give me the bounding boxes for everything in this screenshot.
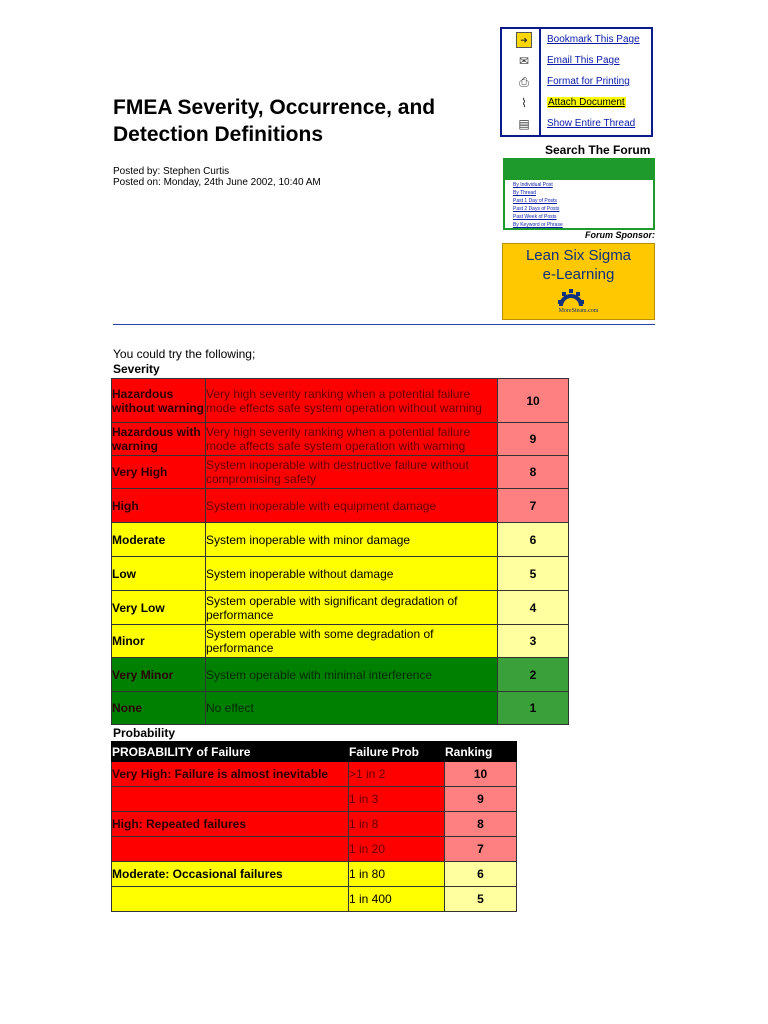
search-link-2days[interactable]: Past 2 Days of Posts xyxy=(513,206,560,212)
post-meta xyxy=(113,166,321,188)
rank-cell: 4 xyxy=(498,591,569,625)
page-title: FMEA Severity, Occurrence, and Detection Definitions xyxy=(113,96,436,146)
bookmark-icon: ➜ xyxy=(516,32,532,48)
rank-cell: 9 xyxy=(445,787,517,812)
effect-cell: Very Minor xyxy=(112,658,206,692)
ad-brand: MoreSteam.com xyxy=(558,308,599,314)
criteria-cell: System inoperable without damage xyxy=(206,557,498,591)
attach-link[interactable]: Attach Document xyxy=(548,97,625,108)
posted-on: Posted on: Monday, 24th June 2002, 10:40 AM xyxy=(113,177,321,188)
rank-cell: 3 xyxy=(498,625,569,658)
rank-cell: 8 xyxy=(498,456,569,489)
effect-cell: Moderate xyxy=(112,523,206,557)
table-row xyxy=(112,625,569,658)
thread-link[interactable]: Show Entire Thread xyxy=(547,118,636,129)
sponsor-label: Forum Sponsor: xyxy=(585,230,655,240)
thread-action[interactable] xyxy=(502,114,651,135)
search-bar[interactable] xyxy=(503,158,655,180)
search-link-1day[interactable]: Past 1 Day of Posts xyxy=(513,198,557,204)
rank-cell: 6 xyxy=(498,523,569,557)
ad-line-2: e-Learning xyxy=(542,266,615,283)
table-row xyxy=(112,489,569,523)
probability-label-cell: Moderate: Occasional failures xyxy=(112,862,349,887)
rank-cell: 6 xyxy=(445,862,517,887)
criteria-cell: Very high severity ranking when a potential failure mode affects safe system operation with warning xyxy=(206,423,498,456)
header-ranking: Ranking xyxy=(445,742,517,762)
email-action[interactable] xyxy=(502,51,651,72)
printer-icon: ⎙ xyxy=(519,74,529,89)
criteria-cell: System operable with some degradation of performance xyxy=(206,625,498,658)
table-row xyxy=(112,837,517,862)
print-link[interactable]: Format for Printing xyxy=(547,76,630,87)
print-action[interactable] xyxy=(502,72,651,93)
table-header-row xyxy=(112,742,517,762)
effect-cell: Hazardous with warning xyxy=(112,423,206,456)
probability-label-cell: High: Repeated failures xyxy=(112,812,349,837)
search-link-keyword[interactable]: By Keyword or Phrase xyxy=(513,222,563,228)
rank-cell: 10 xyxy=(445,762,517,787)
bookmark-action[interactable] xyxy=(502,30,651,51)
criteria-cell: System inoperable with minor damage xyxy=(206,523,498,557)
header-failure-prob: Failure Prob xyxy=(349,742,445,762)
search-links xyxy=(503,180,655,230)
effect-cell: Very Low xyxy=(112,591,206,625)
rank-cell: 2 xyxy=(498,658,569,692)
criteria-cell: System inoperable with equipment damage xyxy=(206,489,498,523)
probability-label-cell xyxy=(112,787,349,812)
table-row xyxy=(112,423,569,456)
table-row xyxy=(112,557,569,591)
gear-icon xyxy=(557,287,585,307)
criteria-cell: No effect xyxy=(206,692,498,725)
search-link-post[interactable]: By Individual Post xyxy=(513,182,553,188)
effect-cell: Hazardous without warning xyxy=(112,379,206,423)
criteria-cell: System operable with significant degradation of performance xyxy=(206,591,498,625)
header-probability: PROBABILITY of Failure xyxy=(112,742,349,762)
table-row xyxy=(112,456,569,489)
table-row xyxy=(112,862,517,887)
effect-cell: High xyxy=(112,489,206,523)
criteria-cell: System inoperable with destructive failure without compromising safety xyxy=(206,456,498,489)
effect-cell: Low xyxy=(112,557,206,591)
page-actions-box xyxy=(500,27,653,137)
failure-prob-cell: 1 in 20 xyxy=(349,837,445,862)
criteria-cell: Very high severity ranking when a potential failure mode effects safe system operation without warning xyxy=(206,379,498,423)
probability-label-cell: Very High: Failure is almost inevitable xyxy=(112,762,349,787)
rank-cell: 8 xyxy=(445,812,517,837)
bookmark-link[interactable]: Bookmark This Page xyxy=(547,34,640,45)
probability-label-cell xyxy=(112,837,349,862)
sponsor-ad[interactable] xyxy=(502,243,655,320)
rank-cell: 7 xyxy=(445,837,517,862)
table-row xyxy=(112,658,569,692)
failure-prob-cell: 1 in 80 xyxy=(349,862,445,887)
search-forum-title: Search The Forum xyxy=(545,143,651,157)
table-row xyxy=(112,787,517,812)
severity-table xyxy=(111,378,569,725)
rank-cell: 1 xyxy=(498,692,569,725)
attach-action[interactable] xyxy=(502,93,651,114)
probability-table xyxy=(111,741,517,912)
failure-prob-cell: 1 in 8 xyxy=(349,812,445,837)
table-row xyxy=(112,762,517,787)
email-link[interactable]: Email This Page xyxy=(547,55,620,66)
effect-cell: None xyxy=(112,692,206,725)
table-row xyxy=(112,379,569,423)
rank-cell: 10 xyxy=(498,379,569,423)
ad-line-1: Lean Six Sigma xyxy=(525,247,632,264)
probability-label-cell xyxy=(112,887,349,912)
intro-text: You could try the following; xyxy=(113,347,256,361)
effect-cell: Minor xyxy=(112,625,206,658)
severity-heading: Severity xyxy=(113,362,160,376)
effect-cell: Very High xyxy=(112,456,206,489)
search-link-thread[interactable]: By Thread xyxy=(513,190,536,196)
divider xyxy=(113,324,655,325)
probability-heading: Probability xyxy=(113,726,176,740)
criteria-cell: System operable with minimal interference xyxy=(206,658,498,692)
failure-prob-cell: 1 in 3 xyxy=(349,787,445,812)
table-row xyxy=(112,887,517,912)
failure-prob-cell: >1 in 2 xyxy=(349,762,445,787)
rank-cell: 5 xyxy=(445,887,517,912)
rank-cell: 9 xyxy=(498,423,569,456)
paperclip-icon: ⌇ xyxy=(521,96,527,110)
table-row xyxy=(112,591,569,625)
table-row xyxy=(112,523,569,557)
envelope-icon: ✉ xyxy=(518,54,530,68)
table-row xyxy=(112,812,517,837)
rank-cell: 5 xyxy=(498,557,569,591)
search-link-week[interactable]: Past Week of Posts xyxy=(513,214,557,220)
posted-by: Posted by: Stephen Curtis xyxy=(113,166,230,177)
table-row xyxy=(112,692,569,725)
failure-prob-cell: 1 in 400 xyxy=(349,887,445,912)
rank-cell: 7 xyxy=(498,489,569,523)
thread-icon: ▤ xyxy=(518,117,530,131)
